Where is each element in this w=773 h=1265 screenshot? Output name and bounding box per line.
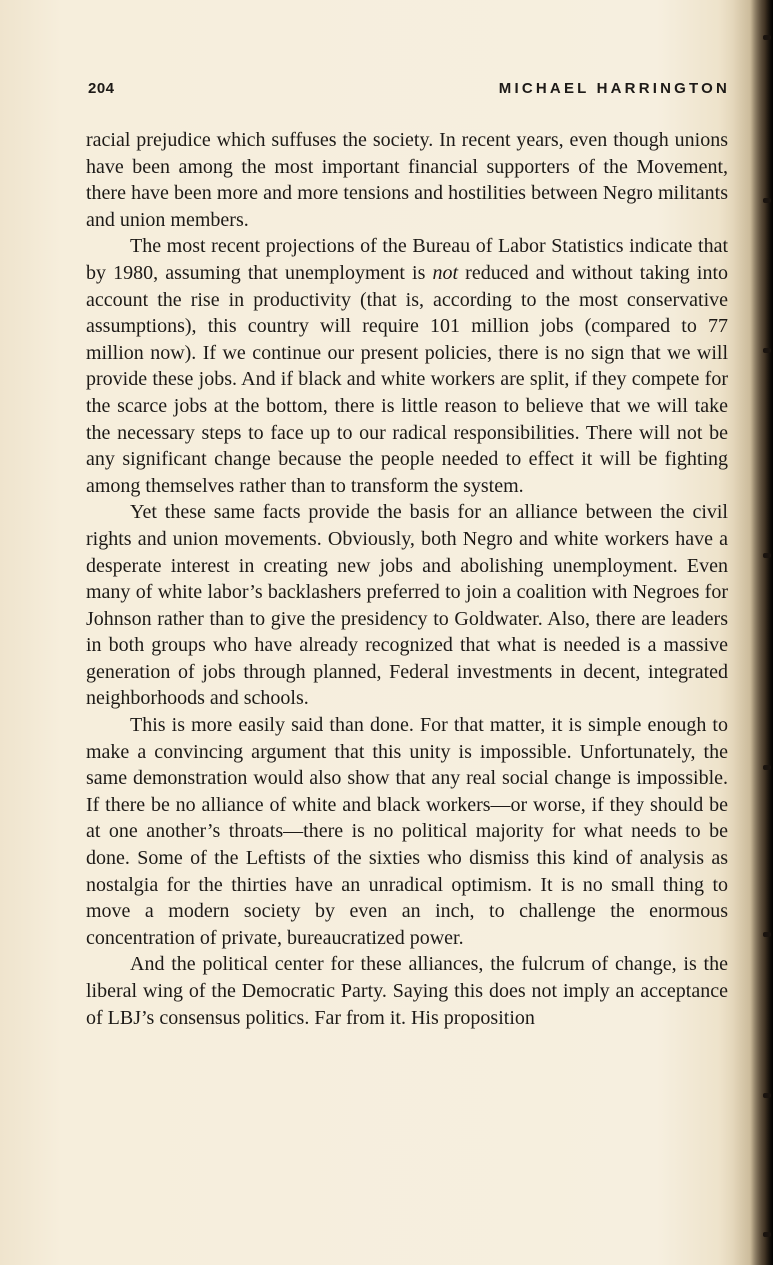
edge-mark xyxy=(763,1232,771,1237)
binding-gutter-shadow xyxy=(733,0,773,1265)
paragraph-4: This is more easily said than done. For that matter, it is simple enough to make a convincing argument that this unity is impossible. Unfortunately, the same demonstration would also show that any real social change is impossible. If there be no alliance of white and black workers—or worse, if they should be at one another’s throats—there is no political majority for what needs to be done. Some of the Leftists of the sixties who dismiss this kind of analysis as nostalgia for the thirties have an unradical optimism. It is no small thing to move a modern society by even an inch, to challenge the enormous concentration of private, bureaucratized power. xyxy=(86,714,728,949)
edge-mark xyxy=(763,348,771,353)
edge-mark xyxy=(763,553,771,558)
running-head xyxy=(88,80,730,104)
paragraph-3: Yet these same facts provide the basis for an alliance between the civil rights and union movements. Obviously, both Negro and white workers have a desperate interest in creating new jobs and abolishing unemployment. Even many of white labor’s backlashers preferred to join a coalition with Negroes for Johnson rather than to give the presidency to Goldwater. Also, there are leaders in both groups who have already recognized that what is needed is a massive generation of jobs through planned, Federal investments in decent, integrated neighborhoods and schools. xyxy=(86,501,728,710)
edge-mark xyxy=(763,1093,771,1098)
paragraph-2-text-end: reduced and without taking into account the rise in productivity (that is, according to the most conservative assumptions), this country will require 101 million jobs (compared to 77 million now). If we continue our present policies, there is no sign that we will provide these jobs. And if black and white workers are split, if they compete for the scarce jobs at the bottom, there is little reason to believe that we will take the necessary steps to face up to our radical responsibilities. There will not be any significant change because the people needed to effect it will be fighting among themselves rather than to transform the system. xyxy=(86,261,728,497)
page-number: 204 xyxy=(88,80,115,97)
edge-mark xyxy=(763,932,771,937)
edge-mark xyxy=(763,765,771,770)
running-head-author: MICHAEL HARRINGTON xyxy=(498,80,730,97)
paragraph-2 xyxy=(86,233,728,499)
paragraph-5: And the political center for these alliances, the fulcrum of change, is the liberal wing of the Democratic Party. Saying this does not imply an acceptance of LBJ’s consensus politics. Far from it. His proposition xyxy=(86,953,728,1029)
edge-mark xyxy=(763,198,771,203)
body-text xyxy=(86,127,728,1031)
paragraph-2-emphasis: not xyxy=(432,261,459,284)
edge-mark xyxy=(763,35,771,40)
paragraph-2-text-start: The most recent projections of the Bureau of Labor Statistics indicate that by 1980, assuming that unemployment is xyxy=(86,235,728,284)
paragraph-1: racial prejudice which suffuses the society. In recent years, even though unions have been among the most important financial supporters of the Movement, there have been more and more tensions and hostilities between Negro militants and union members. xyxy=(86,129,728,231)
